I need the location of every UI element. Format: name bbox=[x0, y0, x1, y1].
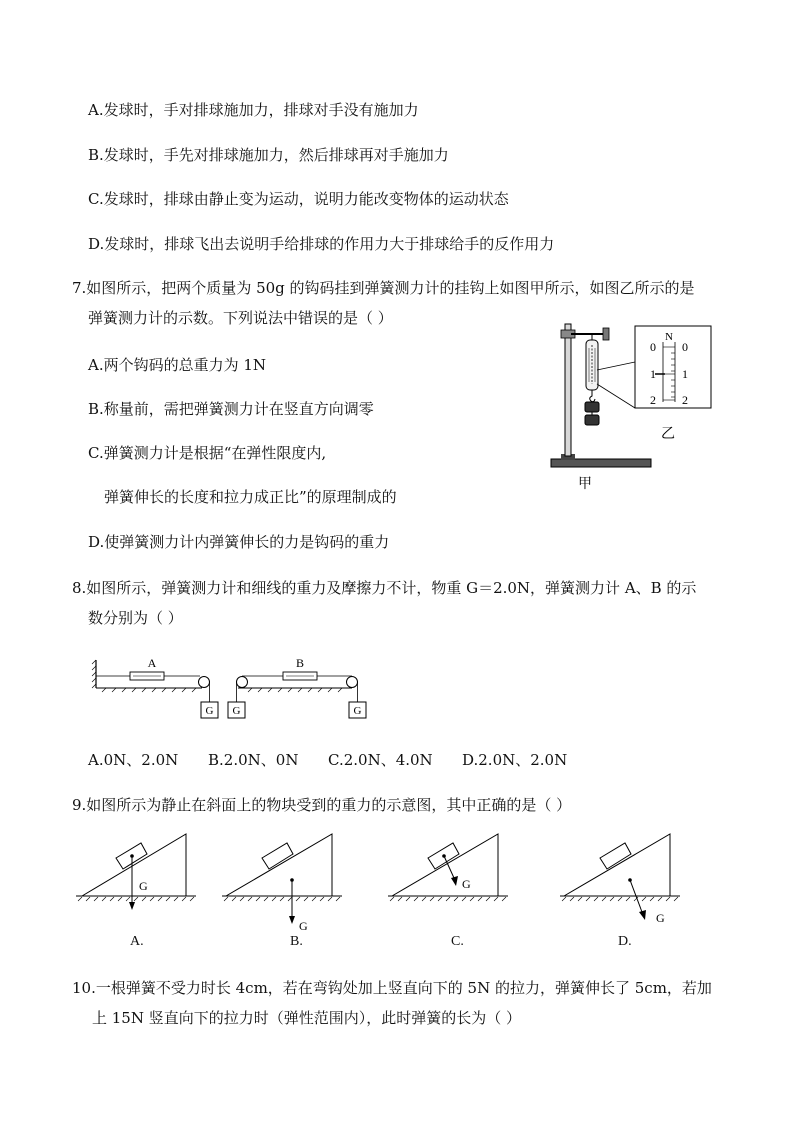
tick-right-2: 2 bbox=[682, 393, 688, 407]
tick-right-0: 0 bbox=[682, 340, 688, 354]
q7-option-c-cont: 弹簧伸长的长度和拉力成正比”的原理制成的 bbox=[104, 488, 397, 506]
q9-figure-c bbox=[388, 828, 518, 918]
q8-figure bbox=[90, 652, 380, 722]
hook-weight-1 bbox=[585, 402, 599, 412]
tick-left-2: 2 bbox=[650, 393, 656, 407]
q10-stem-line1: 10.一根弹簧不受力时长 4cm，若在弯钩处加上竖直向下的 5N 的拉力，弹簧伸长了 5cm，若加 bbox=[72, 979, 712, 997]
q9-option-b-label: B. bbox=[290, 934, 303, 949]
q9-option-a-label: A. bbox=[130, 934, 144, 949]
q6-option-a: A.发球时，手对排球施加力，排球对手没有施加力 bbox=[88, 101, 419, 119]
q8-stem-line1: 8.如图所示，弹簧测力计和细线的重力及摩擦力不计，物重 G＝2.0N，弹簧测力计 A、B 的示 bbox=[72, 579, 697, 597]
q9-c-force-label: G bbox=[462, 877, 471, 891]
q9-option-d-label: D. bbox=[618, 934, 632, 949]
q9-option-c-label: C. bbox=[451, 934, 464, 949]
weight-g-1-label: G bbox=[205, 705, 214, 717]
q7-option-d: D.使弹簧测力计内弹簧伸长的力是钩码的重力 bbox=[88, 533, 390, 551]
scale-unit: N bbox=[665, 331, 673, 343]
q9-b-force-label: G bbox=[299, 919, 308, 933]
q9-figure-b bbox=[222, 828, 352, 933]
pulley-mid bbox=[237, 677, 248, 688]
q8-option-d: D.2.0N、2.0N bbox=[462, 751, 568, 769]
q9-stem: 9.如图所示为静止在斜面上的物块受到的重力的示意图，其中正确的是（ ） bbox=[72, 796, 572, 814]
q9-figure-d bbox=[560, 828, 690, 925]
q7-stem-line2: 弹簧测力计的示数。下列说法中错误的是（ ） bbox=[88, 309, 393, 327]
spring-scale bbox=[586, 340, 598, 390]
q7-stem-line1: 7.如图所示，把两个质量为 50g 的钩码挂到弹簧测力计的挂钩上如图甲所示，如图乙所示的是 bbox=[72, 279, 695, 297]
label-a: A bbox=[147, 656, 157, 670]
hook-weight-2 bbox=[585, 415, 599, 425]
q7-figure bbox=[545, 318, 715, 498]
q9-d-force-label: G bbox=[656, 911, 665, 925]
label-jia: 甲 bbox=[578, 477, 592, 492]
q8-option-a: A.0N、2.0N bbox=[88, 751, 179, 769]
q6-option-c: C.发球时，排球由静止变为运动，说明力能改变物体的运动状态 bbox=[88, 190, 509, 208]
q9-a-force-label: G bbox=[139, 879, 148, 893]
tick-right-1: 1 bbox=[682, 367, 688, 381]
q8-option-b: B.2.0N、0N bbox=[208, 751, 299, 769]
pulley-left bbox=[199, 677, 210, 688]
q6-option-d: D.发球时，排球飞出去说明手给排球的作用力大于排球给手的反作用力 bbox=[88, 235, 555, 253]
q8-stem-line2: 数分别为（ ） bbox=[88, 609, 183, 627]
q10-stem-line2: 上 15N 竖直向下的拉力时（弹性范围内），此时弹簧的长为（ ） bbox=[92, 1009, 522, 1027]
q7-option-a: A.两个钩码的总重力为 1N bbox=[88, 356, 267, 374]
stand-pole bbox=[565, 324, 571, 456]
q7-option-b: B.称量前，需把弹簧测力计在竖直方向调零 bbox=[88, 400, 374, 418]
tick-left-1: 1 bbox=[650, 367, 656, 381]
label-yi: 乙 bbox=[661, 427, 675, 442]
tick-left-0: 0 bbox=[650, 340, 656, 354]
q7-option-c: C.弹簧测力计是根据“在弹性限度内, bbox=[88, 444, 327, 462]
weight-g-2-label: G bbox=[232, 705, 241, 717]
q9-figure-a bbox=[76, 828, 206, 918]
stand-base bbox=[551, 459, 651, 467]
pulley-right bbox=[347, 677, 358, 688]
q6-option-b: B.发球时，手先对排球施加力，然后排球再对手施加力 bbox=[88, 146, 449, 164]
label-b: B bbox=[295, 656, 305, 670]
scale-face bbox=[635, 326, 711, 408]
weight-g-3-label: G bbox=[353, 705, 362, 717]
q8-option-c: C.2.0N、4.0N bbox=[328, 751, 433, 769]
